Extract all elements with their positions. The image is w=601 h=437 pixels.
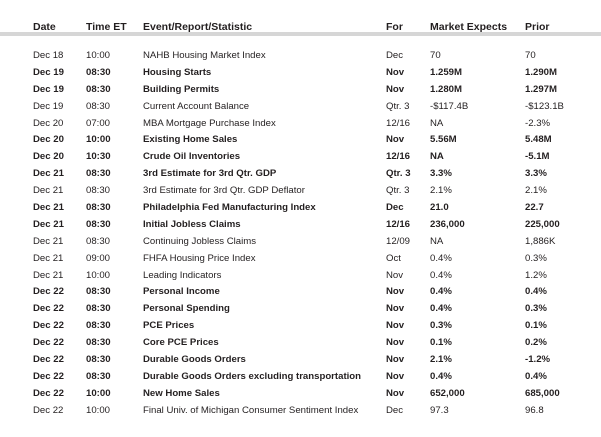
cell-date: Dec 21 <box>33 252 64 264</box>
cell-time: 08:30 <box>86 100 111 112</box>
cell-event: Existing Home Sales <box>143 134 238 146</box>
cell-date: Dec 20 <box>33 117 64 129</box>
cell-for: 12/16 <box>386 218 411 230</box>
cell-for: Dec <box>386 202 404 214</box>
cell-prior: 0.2% <box>525 337 547 349</box>
table-body <box>0 48 601 420</box>
cell-for: Oct <box>386 252 401 264</box>
cell-prior: 0.4% <box>525 286 547 298</box>
cell-for: Nov <box>386 83 405 95</box>
cell-for: Nov <box>386 66 405 78</box>
cell-prior: 0.3% <box>525 303 547 315</box>
cell-date: Dec 19 <box>33 83 64 95</box>
cell-event: 3rd Estimate for 3rd Qtr. GDP <box>143 168 277 180</box>
cell-for: Nov <box>386 337 405 349</box>
cell-for: 12/16 <box>386 151 411 163</box>
cell-time: 08:30 <box>86 320 111 332</box>
cell-date: Dec 18 <box>33 50 64 61</box>
cell-time: 10:00 <box>86 134 111 146</box>
cell-market-expects: 1.280M <box>430 83 462 95</box>
cell-market-expects: 0.4% <box>430 269 452 281</box>
header-event: Event/Report/Statistic <box>143 21 253 33</box>
cell-event: Personal Spending <box>143 303 230 315</box>
cell-time: 07:00 <box>86 117 111 129</box>
cell-time: 10:30 <box>86 151 111 163</box>
table-row <box>0 149 601 166</box>
cell-time: 10:00 <box>86 387 111 399</box>
cell-for: Qtr. 3 <box>386 100 410 112</box>
cell-prior: 0.1% <box>525 320 547 332</box>
cell-market-expects: 0.1% <box>430 337 452 349</box>
table-row <box>0 65 601 82</box>
cell-event: Final Univ. of Michigan Consumer Sentiment Index <box>143 404 359 416</box>
cell-time: 08:30 <box>86 185 111 197</box>
cell-event: Current Account Balance <box>143 100 250 112</box>
cell-for: Nov <box>386 370 405 382</box>
cell-date: Dec 22 <box>33 337 64 349</box>
cell-time: 08:30 <box>86 168 111 180</box>
cell-time: 08:30 <box>86 337 111 349</box>
cell-time: 09:00 <box>86 252 111 264</box>
cell-market-expects: 1.259M <box>430 66 462 78</box>
cell-event: MBA Mortgage Purchase Index <box>143 117 276 129</box>
cell-time: 08:30 <box>86 218 111 230</box>
cell-prior: 0.4% <box>525 370 547 382</box>
cell-market-expects: 0.4% <box>430 303 452 315</box>
cell-time: 08:30 <box>86 83 111 95</box>
cell-prior: 22.7 <box>525 202 544 214</box>
cell-for: 12/09 <box>386 235 411 247</box>
table-row <box>0 386 601 403</box>
cell-date: Dec 22 <box>33 303 64 315</box>
cell-market-expects: 0.4% <box>430 252 452 264</box>
cell-market-expects: 97.3 <box>430 404 449 416</box>
cell-event: Philadelphia Fed Manufacturing Index <box>143 202 316 214</box>
cell-prior: 685,000 <box>525 387 560 399</box>
header-date: Date <box>33 21 56 33</box>
cell-for: Dec <box>386 404 404 416</box>
cell-date: Dec 22 <box>33 404 64 416</box>
cell-prior: 1.2% <box>525 269 547 281</box>
table-row <box>0 268 601 285</box>
cell-event: PCE Prices <box>143 320 195 332</box>
cell-prior: 1.290M <box>525 66 557 78</box>
cell-date: Dec 20 <box>33 151 64 163</box>
cell-for: Nov <box>386 320 405 332</box>
cell-event: NAHB Housing Market Index <box>143 50 266 61</box>
cell-for: Nov <box>386 354 405 366</box>
cell-time: 08:30 <box>86 66 111 78</box>
cell-event: Core PCE Prices <box>143 337 219 349</box>
cell-prior: -$123.1B <box>525 100 564 112</box>
cell-date: Dec 21 <box>33 235 64 247</box>
table-row <box>0 82 601 99</box>
table-row <box>0 234 601 251</box>
cell-time: 08:30 <box>86 370 111 382</box>
cell-time: 08:30 <box>86 235 111 247</box>
cell-event: 3rd Estimate for 3rd Qtr. GDP Deflator <box>143 185 305 197</box>
cell-market-expects: 5.56M <box>430 134 457 146</box>
cell-prior: 1.297M <box>525 83 557 95</box>
cell-for: Nov <box>386 303 405 315</box>
cell-event: Crude Oil Inventories <box>143 151 241 163</box>
cell-for: Qtr. 3 <box>386 185 410 197</box>
cell-market-expects: NA <box>430 151 444 163</box>
table-row <box>0 318 601 335</box>
cell-prior: 0.3% <box>525 252 547 264</box>
cell-date: Dec 20 <box>33 134 64 146</box>
cell-event: FHFA Housing Price Index <box>143 252 256 264</box>
cell-date: Dec 22 <box>33 387 64 399</box>
table-row <box>0 369 601 386</box>
header-for: For <box>386 21 403 33</box>
cell-market-expects: 0.4% <box>430 286 452 298</box>
header-market-expects: Market Expects <box>430 21 508 33</box>
cell-date: Dec 21 <box>33 202 64 214</box>
table-row <box>0 200 601 217</box>
cell-market-expects: 0.3% <box>430 320 452 332</box>
cell-prior: 2.1% <box>525 185 547 197</box>
cell-for: Nov <box>386 387 405 399</box>
cell-date: Dec 22 <box>33 370 64 382</box>
cell-market-expects: 21.0 <box>430 202 449 214</box>
table-row <box>0 335 601 352</box>
cell-event: Leading Indicators <box>143 269 222 281</box>
cell-date: Dec 21 <box>33 269 64 281</box>
cell-market-expects: 236,000 <box>430 218 465 230</box>
cell-prior: 3.3% <box>525 168 547 180</box>
cell-date: Dec 19 <box>33 100 64 112</box>
cell-date: Dec 21 <box>33 218 64 230</box>
cell-event: Initial Jobless Claims <box>143 218 241 230</box>
cell-event: Durable Goods Orders excluding transportation <box>143 370 362 382</box>
table-row <box>0 166 601 183</box>
cell-prior: -1.2% <box>525 354 551 366</box>
cell-date: Dec 21 <box>33 185 64 197</box>
cell-event: Housing Starts <box>143 66 212 78</box>
table-header <box>0 0 601 36</box>
cell-market-expects: 652,000 <box>430 387 465 399</box>
cell-for: Nov <box>386 134 405 146</box>
cell-time: 08:30 <box>86 354 111 366</box>
cell-event: Continuing Jobless Claims <box>143 235 257 247</box>
cell-market-expects: 2.1% <box>430 354 452 366</box>
cell-for: Dec <box>386 50 404 61</box>
cell-market-expects: NA <box>430 235 444 247</box>
cell-for: 12/16 <box>386 117 411 129</box>
table-row <box>0 132 601 149</box>
cell-market-expects: -$117.4B <box>430 100 469 112</box>
cell-prior: -5.1M <box>525 151 550 163</box>
cell-market-expects: 2.1% <box>430 185 452 197</box>
cell-prior: 5.48M <box>525 134 552 146</box>
table-row <box>0 352 601 369</box>
table-row <box>0 301 601 318</box>
cell-time: 10:00 <box>86 269 111 281</box>
table-row <box>0 251 601 268</box>
cell-for: Nov <box>386 269 404 281</box>
cell-event: Durable Goods Orders <box>143 354 246 366</box>
cell-date: Dec 22 <box>33 354 64 366</box>
cell-market-expects: 70 <box>430 50 441 61</box>
table-row <box>0 183 601 200</box>
cell-for: Qtr. 3 <box>386 168 411 180</box>
cell-time: 08:30 <box>86 286 111 298</box>
cell-prior: 96.8 <box>525 404 544 416</box>
cell-date: Dec 19 <box>33 66 64 78</box>
cell-for: Nov <box>386 286 405 298</box>
cell-prior: -2.3% <box>525 117 551 129</box>
cell-prior: 70 <box>525 50 536 61</box>
cell-market-expects: NA <box>430 117 444 129</box>
header-prior: Prior <box>525 21 550 33</box>
table-row <box>0 217 601 234</box>
table-row <box>0 403 601 420</box>
cell-prior: 225,000 <box>525 218 560 230</box>
header-time: Time ET <box>86 21 127 33</box>
table-row <box>0 48 601 65</box>
table-row <box>0 99 601 116</box>
cell-prior: 1,886K <box>525 235 556 247</box>
cell-date: Dec 21 <box>33 168 64 180</box>
cell-time: 10:00 <box>86 50 111 61</box>
cell-time: 08:30 <box>86 303 111 315</box>
cell-market-expects: 0.4% <box>430 370 452 382</box>
cell-time: 08:30 <box>86 202 111 214</box>
cell-event: Building Permits <box>143 83 220 95</box>
cell-event: New Home Sales <box>143 387 220 399</box>
table-row <box>0 284 601 301</box>
cell-event: Personal Income <box>143 286 220 298</box>
cell-date: Dec 22 <box>33 286 64 298</box>
cell-market-expects: 3.3% <box>430 168 452 180</box>
cell-time: 10:00 <box>86 404 111 416</box>
table-row <box>0 116 601 133</box>
cell-date: Dec 22 <box>33 320 64 332</box>
